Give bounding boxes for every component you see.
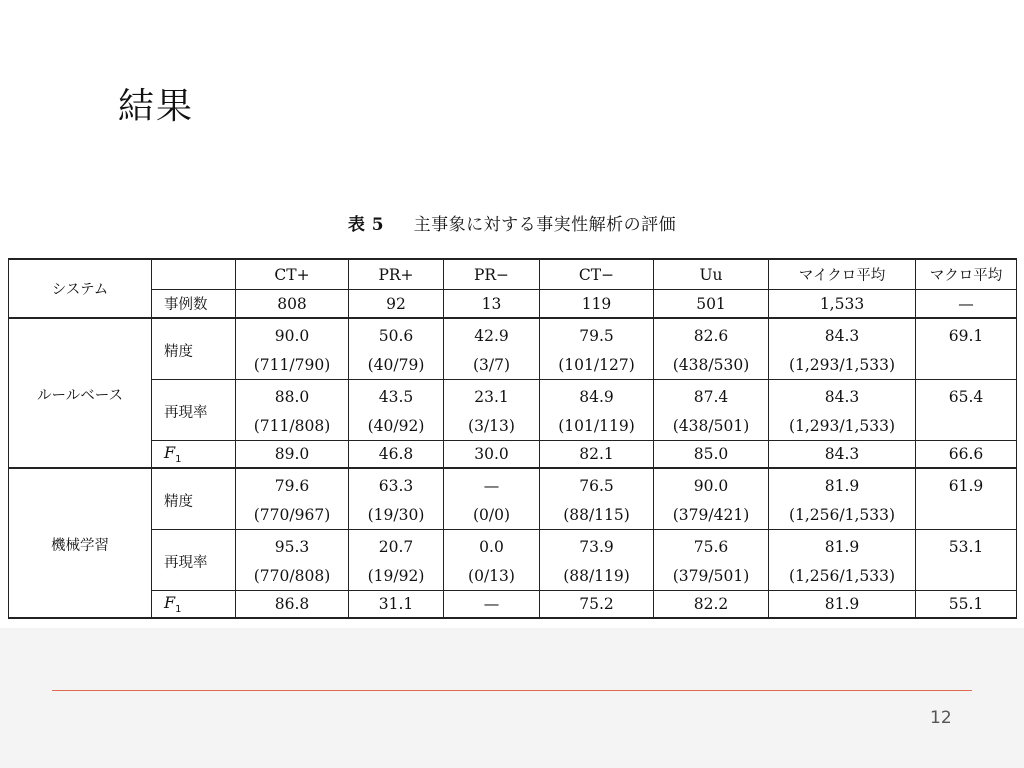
column-header: PR+ [349,259,444,290]
fraction-cell: (40/92) [349,411,444,441]
value-cell: 90.0 [236,318,349,350]
f1-row [9,441,1017,469]
value-cell: 81.9 [769,468,916,500]
column-header: PR− [444,259,540,290]
fraction-cell [916,411,1017,441]
value-cell: 30.0 [444,441,540,469]
fraction-cell: (19/92) [349,561,444,591]
value-cell: 79.5 [540,318,654,350]
value-cell: 87.4 [654,380,769,412]
f1-label-main: F [164,593,176,613]
value-cell: 53.1 [916,530,1017,562]
fraction-cell [916,561,1017,591]
fraction-cell: (438/501) [654,411,769,441]
footer-divider [52,690,972,691]
value-cell: 81.9 [769,530,916,562]
table-caption [0,210,1024,235]
value-cell: 63.3 [349,468,444,500]
f1-label-sub: 1 [175,603,182,615]
value-cell: 76.5 [540,468,654,500]
value-cell: 55.1 [916,591,1017,619]
value-cell: 75.2 [540,591,654,619]
fraction-cell: (3/7) [444,350,540,380]
value-cell: 81.9 [769,591,916,619]
value-cell: 84.3 [769,318,916,350]
precision-value-row [9,318,1017,350]
recall-value-row [9,380,1017,412]
value-cell: 84.3 [769,441,916,469]
value-cell: — [444,591,540,619]
count-cell: 1,533 [769,290,916,319]
count-cell: 92 [349,290,444,319]
fraction-cell: (101/127) [540,350,654,380]
value-cell: 69.1 [916,318,1017,350]
fraction-cell: (1,256/1,533) [769,561,916,591]
precision-label: 精度 [152,318,236,380]
fraction-cell: (1,293/1,533) [769,411,916,441]
precision-label: 精度 [152,468,236,530]
value-cell: 75.6 [654,530,769,562]
page-number: 12 [930,708,952,728]
value-cell: 42.9 [444,318,540,350]
fraction-cell: (1,256/1,533) [769,500,916,530]
results-table [8,258,1017,619]
fraction-cell [916,350,1017,380]
value-cell: 20.7 [349,530,444,562]
column-header: マクロ平均 [916,259,1017,290]
f1-label [152,591,236,619]
count-cell: — [916,290,1017,319]
fraction-cell: (379/421) [654,500,769,530]
system-name: ルールベース [9,318,152,468]
count-cell: 808 [236,290,349,319]
value-cell: 79.6 [236,468,349,500]
value-cell: 23.1 [444,380,540,412]
value-cell: 84.3 [769,380,916,412]
fraction-cell: (3/13) [444,411,540,441]
value-cell: — [444,468,540,500]
value-cell: 82.6 [654,318,769,350]
fraction-cell: (438/530) [654,350,769,380]
value-cell: 50.6 [349,318,444,350]
value-cell: 82.2 [654,591,769,619]
slide-title: 結果 [118,86,195,127]
value-cell: 84.9 [540,380,654,412]
fraction-cell: (101/119) [540,411,654,441]
value-cell: 95.3 [236,530,349,562]
fraction-cell: (1,293/1,533) [769,350,916,380]
fraction-cell: (19/30) [349,500,444,530]
fraction-cell: (770/808) [236,561,349,591]
value-cell: 89.0 [236,441,349,469]
fraction-cell: (88/115) [540,500,654,530]
value-cell: 43.5 [349,380,444,412]
value-cell: 31.1 [349,591,444,619]
f1-label-main: F [164,443,176,463]
value-cell: 85.0 [654,441,769,469]
value-cell: 73.9 [540,530,654,562]
fraction-cell [916,500,1017,530]
column-header: Uu [654,259,769,290]
value-cell: 46.8 [349,441,444,469]
table-caption-text: 主事象に対する事実性解析の評価 [413,215,677,235]
value-cell: 88.0 [236,380,349,412]
fraction-cell: (711/790) [236,350,349,380]
fraction-cell: (88/119) [540,561,654,591]
column-header: マイクロ平均 [769,259,916,290]
fraction-cell: (379/501) [654,561,769,591]
fraction-cell: (0/13) [444,561,540,591]
fraction-cell: (40/79) [349,350,444,380]
table-header-row [9,259,1017,290]
header-blank-cell [152,259,236,290]
recall-label: 再現率 [152,380,236,441]
f1-label-sub: 1 [175,453,182,465]
table-caption-label: 表 5 [347,215,385,235]
value-cell: 0.0 [444,530,540,562]
value-cell: 66.6 [916,441,1017,469]
f1-label [152,441,236,469]
precision-value-row [9,468,1017,500]
value-cell: 82.1 [540,441,654,469]
value-cell: 65.4 [916,380,1017,412]
f1-row [9,591,1017,619]
value-cell: 90.0 [654,468,769,500]
recall-label: 再現率 [152,530,236,591]
fraction-cell: (711/808) [236,411,349,441]
count-label: 事例数 [152,290,236,319]
count-row [9,290,1017,319]
recall-value-row [9,530,1017,562]
value-cell: 86.8 [236,591,349,619]
fraction-cell: (770/967) [236,500,349,530]
count-cell: 119 [540,290,654,319]
system-name: 機械学習 [9,468,152,618]
system-header: システム [9,259,152,318]
column-header: CT− [540,259,654,290]
column-header: CT+ [236,259,349,290]
count-cell: 501 [654,290,769,319]
value-cell: 61.9 [916,468,1017,500]
count-cell: 13 [444,290,540,319]
fraction-cell: (0/0) [444,500,540,530]
slide-footer [0,628,1024,768]
